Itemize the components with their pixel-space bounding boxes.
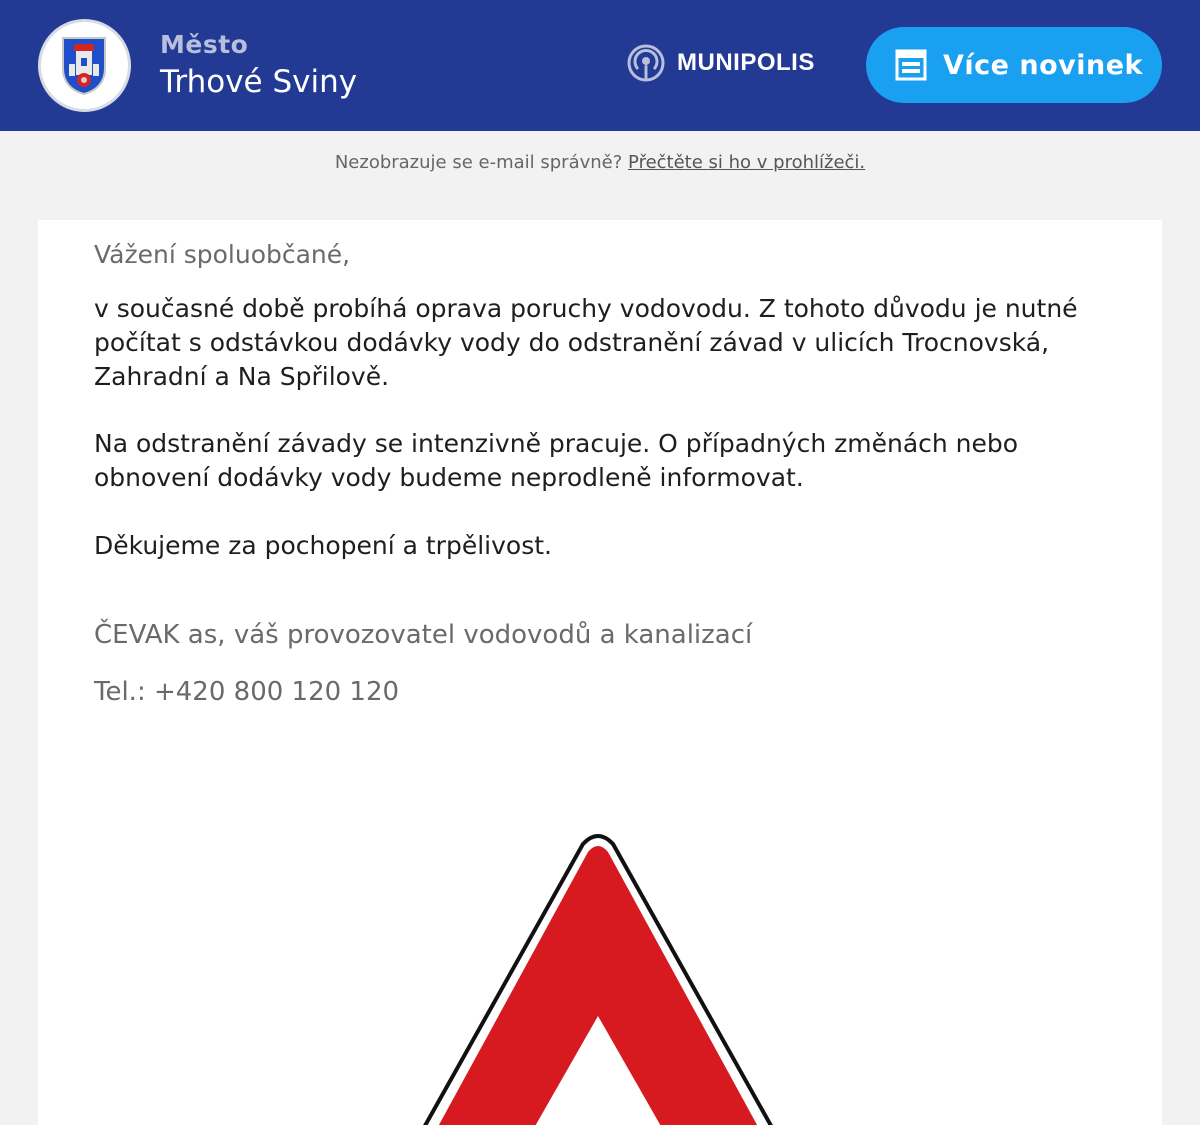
- podcast-icon: [626, 43, 666, 83]
- paragraph-outage: v současné době probíhá oprava poruchy vodovodu. Z tohoto důvodu je nutné počítat s odstávkou dodávky vody do odstranění závad v ulicích Trocnovská, Zahradní a Na Spřilově.: [94, 294, 1078, 391]
- coat-of-arms-icon: [59, 34, 109, 96]
- more-news-button[interactable]: [866, 27, 1162, 103]
- town-name: Trhové Sviny: [160, 64, 358, 100]
- browser-note-text: Nezobrazuje se e-mail správně?: [334, 152, 623, 173]
- munipolis-brand[interactable]: [626, 43, 815, 83]
- signature: ČEVAK as, váš provozovatel vodovodů a kanalizací: [94, 620, 753, 650]
- town-logo[interactable]: [38, 19, 131, 112]
- warning-sign-image: [408, 826, 788, 1125]
- news-icon: [895, 49, 927, 81]
- header: [0, 0, 1200, 131]
- view-in-browser-link[interactable]: Přečtěte si ho v prohlížeči.: [628, 152, 866, 173]
- browser-view-note: [0, 152, 1200, 173]
- message-card: [38, 220, 1162, 1125]
- greeting: Vážení spoluobčané,: [94, 240, 351, 269]
- phone-number: Tel.: +420 800 120 120: [94, 677, 400, 707]
- brand-name: MUNIPOLIS: [677, 49, 815, 76]
- more-news-label: Více novinek: [943, 49, 1143, 81]
- paragraph-repair: Na odstranění závady se intenzivně pracuje. O případných změnách nebo obnovení dodávky vody budeme neprodleně informovat.: [94, 429, 1019, 492]
- town-label: Město: [160, 30, 249, 59]
- paragraph-thanks: Děkujeme za pochopení a trpělivost.: [94, 531, 552, 560]
